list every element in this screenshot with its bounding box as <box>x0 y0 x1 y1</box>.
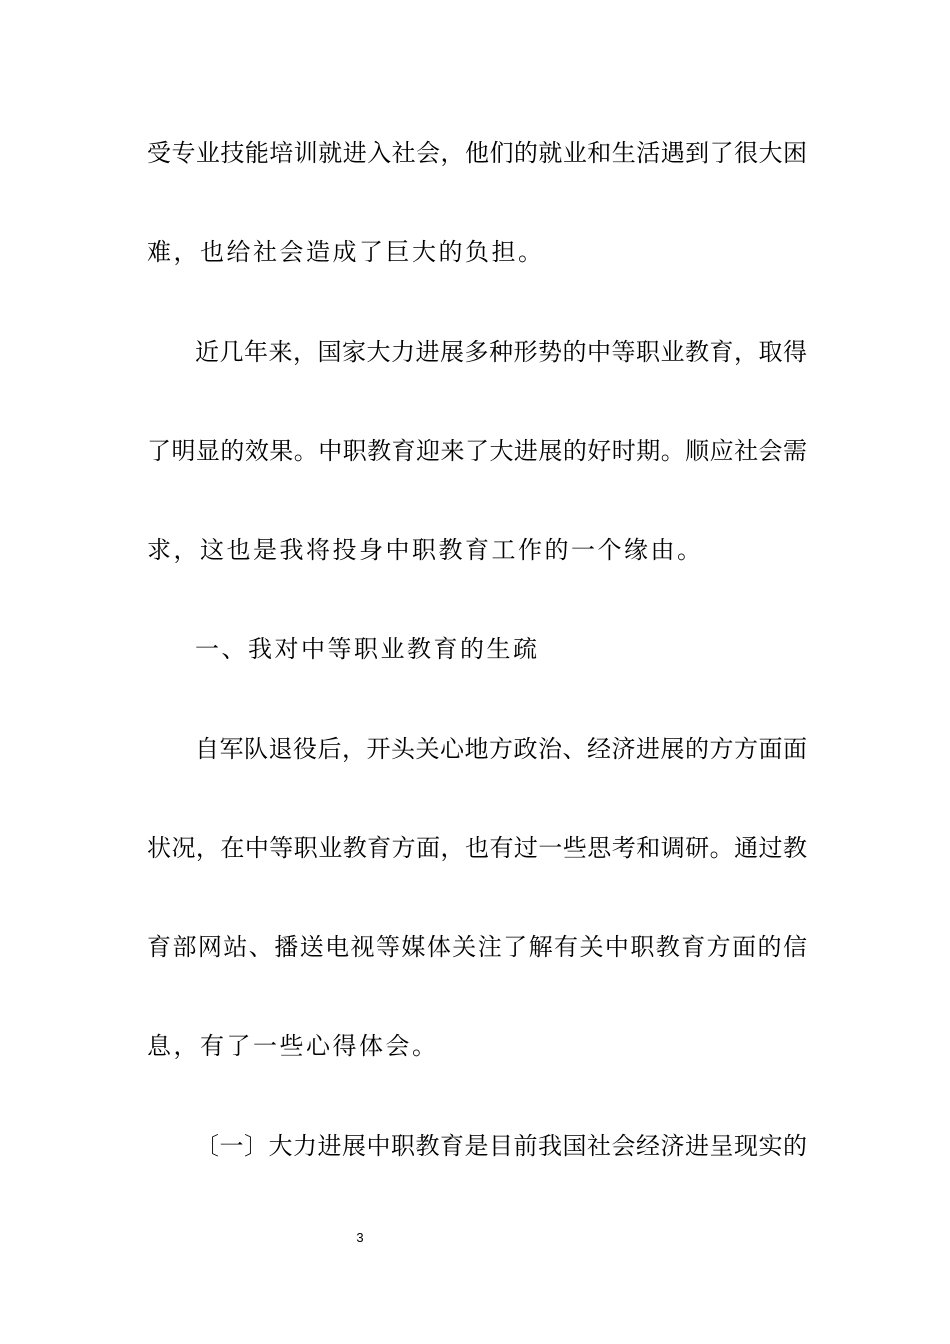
page-number: 3 <box>356 1230 364 1245</box>
text-line: 近几年来，国家大力进展多种形势的中等职业教育，取得 <box>195 338 807 366</box>
text-line: 自军队退役后，开头关心地方政治、经济进展的方方面面 <box>195 735 807 763</box>
text-line: 难，也给社会造成了巨大的负担。 <box>147 238 545 266</box>
text-line: 育部网站、播送电视等媒体关注了解有关中职教育方面的信 <box>147 933 807 961</box>
text-line: 受专业技能培训就进入社会，他们的就业和生活遇到了很大困 <box>147 139 807 167</box>
section-heading: 一、我对中等职业教育的生疏 <box>195 635 540 663</box>
text-line: 求，这也是我将投身中职教育工作的一个缘由。 <box>147 536 704 564</box>
text-line: 息，有了一些心得体会。 <box>147 1032 439 1060</box>
text-line: 状况，在中等职业教育方面，也有过一些思考和调研。通过教 <box>147 834 807 862</box>
text-line: 了明显的效果。中职教育迎来了大进展的好时期。顺应社会需 <box>147 437 807 465</box>
text-line: 〔一〕大力进展中职教育是目前我国社会经济进呈现实的 <box>195 1132 807 1160</box>
